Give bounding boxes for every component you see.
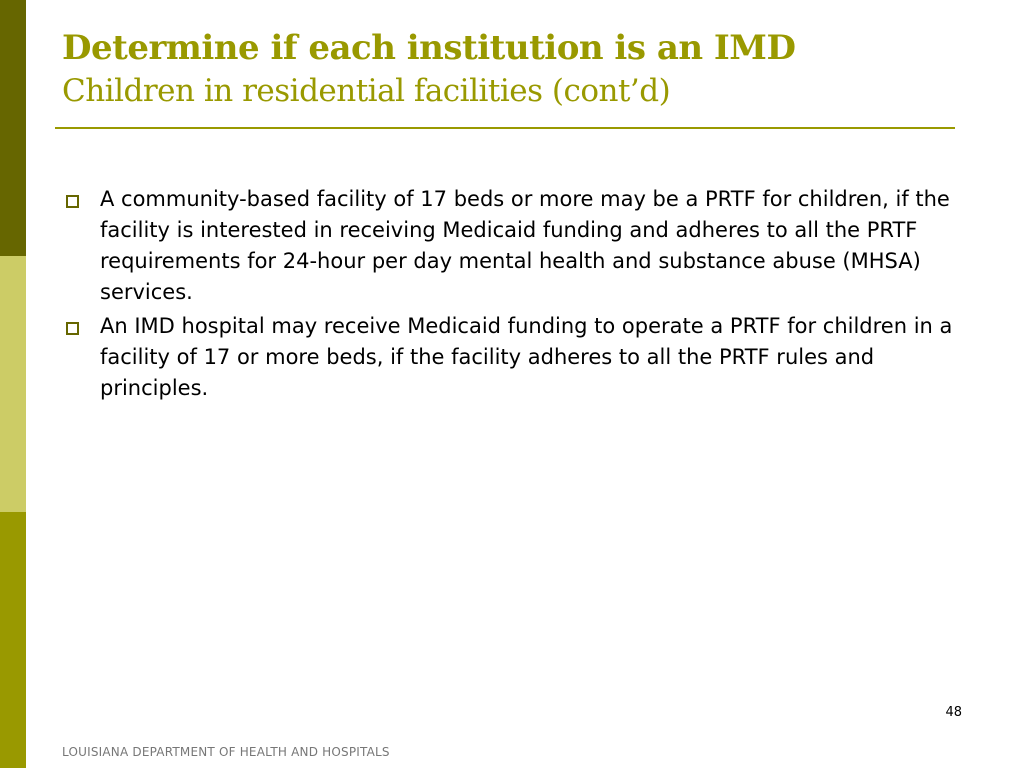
title-divider [55,127,955,129]
sidebar-accent-bar [0,0,26,768]
bullet-list [62,184,962,407]
bullet-text: A community-based facility of 17 beds or more may be a PRTF for children, if the facility is interested in receiving Medicaid funding and adheres to all the PRTF requirements for 24-hour per day mental health and substance abuse (MHSA) services. [100,187,950,304]
page-number: 48 [945,705,962,720]
slide-title [62,26,962,112]
hollow-square-icon [66,195,79,208]
title-subtitle: Children in residential facilities (cont’d) [62,73,671,109]
hollow-square-icon [66,322,79,335]
bullet-item [62,311,962,404]
bullet-text: An IMD hospital may receive Medicaid funding to operate a PRTF for children in a facility of 17 or more beds, if the facility adheres to all the PRTF rules and principles. [100,314,953,400]
sidebar-segment-bottom [0,512,26,768]
footer-organization: LOUISIANA DEPARTMENT OF HEALTH AND HOSPITALS [62,745,390,759]
sidebar-segment-middle [0,256,26,512]
title-main: Determine if each institution is an IMD [62,28,796,68]
sidebar-segment-top [0,0,26,256]
bullet-item [62,184,962,308]
